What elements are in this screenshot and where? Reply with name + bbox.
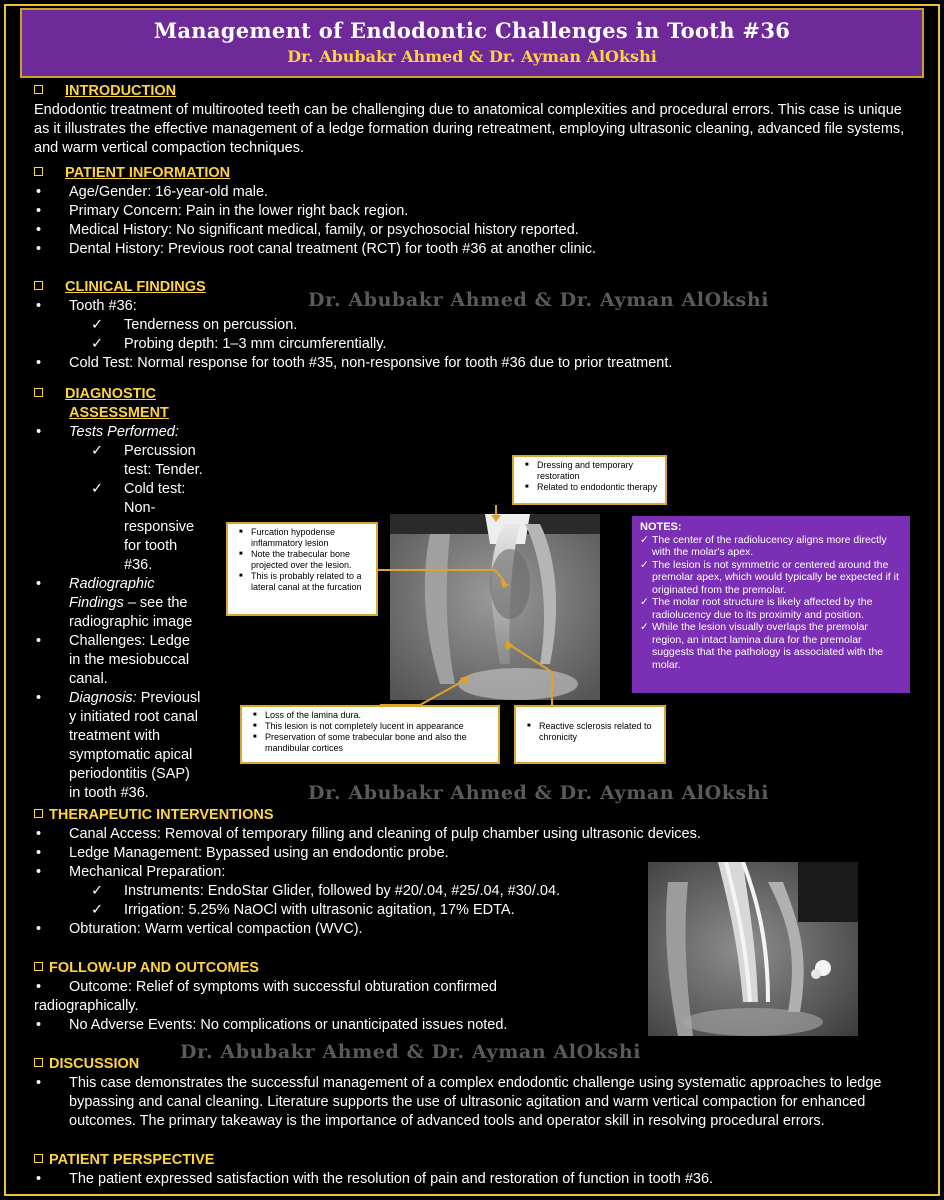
check-line: test: Tender. — [124, 462, 203, 478]
diagnosis-line: treatment with — [69, 728, 161, 744]
list-item: • Tooth #36: — [34, 297, 914, 316]
diagnosis-line: symptomatic apical — [69, 747, 193, 763]
check-item: ✓ Irrigation: 5.25% NaOCl with ultrasonic agitation, 17% EDTA. — [34, 901, 914, 920]
notes-box — [632, 516, 910, 693]
introduction-text: Endodontic treatment of multirooted teeth can be challenging due to anatomical complexities and procedural errors. This case is unique as it illustrates the effective management of a ledge formation during retreatment, employing ultrasonic cleaning, advanced file systems, and warm vertical compaction techniques. — [34, 102, 905, 156]
diagnosis-line: periodontitis (SAP) — [69, 766, 190, 782]
check-line: #36. — [124, 557, 153, 573]
callout-line: ■ Loss of the lamina dura. — [257, 710, 493, 721]
list-item: • Tests Performed: — [34, 423, 234, 442]
callout-line: ■ Furcation hypodense inflammatory lesion — [243, 527, 371, 549]
poster-title: Management of Endodontic Challenges in Tooth #36 — [153, 18, 791, 43]
arrow-head — [506, 640, 514, 650]
check-line: for tooth — [124, 538, 178, 554]
perspective-section — [34, 1151, 914, 1189]
check-item: ✓ Tenderness on percussion. — [34, 316, 914, 335]
list-item: • Medical History: No significant medical, family, or psychosocial history reported. — [34, 221, 914, 240]
callout-line: ■ Preservation of some trabecular bone and also the mandibular cortices — [257, 732, 493, 754]
notes-title: NOTES: — [640, 521, 682, 533]
arrow-line — [378, 570, 505, 582]
diagnosis-line: Previousl — [136, 690, 201, 706]
perspective-title: PATIENT PERSPECTIVE — [49, 1152, 215, 1168]
check-line: Non- — [124, 500, 156, 516]
radio-italic-2: Findings — [69, 595, 124, 611]
checkbox-bullet-icon — [34, 1058, 43, 1067]
diagnostic-title: DIAGNOSTIC — [65, 386, 157, 402]
list-item: • Outcome: Relief of symptoms with successful obturation confirmed — [34, 978, 914, 997]
followup-title: FOLLOW-UP AND OUTCOMES — [49, 960, 259, 976]
arrow-line — [510, 645, 552, 705]
watermark: Dr. Abubakr Ahmed & Dr. Ayman AlOkshi — [308, 782, 770, 804]
list-item: • Ledge Management: Bypassed using an endodontic probe. — [34, 844, 914, 863]
callout-line: ■ Reactive sclerosis related to chronicity — [531, 721, 659, 743]
callout-line: ■ Related to endodontic therapy — [529, 482, 660, 493]
checkbox-bullet-icon — [34, 809, 43, 818]
patient-information-title: PATIENT INFORMATION — [65, 165, 231, 181]
note-item: ✓ The lesion is not symmetric or centered around the premolar apex, which would typically be expected if it originated from the premolar. — [640, 559, 902, 597]
radio-rest: – see the — [123, 595, 188, 611]
list-item: • Obturation: Warm vertical compaction (WVC). — [34, 920, 914, 939]
challenge-line: • Challenges: Ledge — [69, 633, 190, 649]
checkbox-bullet-icon — [34, 1154, 43, 1163]
list-item: • Cold Test: Normal response for tooth #35, non-responsive for tooth #36 due to prior treatment. — [34, 354, 914, 373]
clinical-findings-title: CLINICAL FINDINGS — [65, 279, 206, 295]
list-item: • Dental History: Previous root canal treatment (RCT) for tooth #36 at another clinic. — [34, 240, 914, 259]
followup-section — [34, 959, 914, 1035]
list-item-continuation: radiographically. — [34, 998, 139, 1014]
callout-line: ■ This lesion is not completely lucent in appearance — [257, 721, 493, 732]
therapeutic-title: THERAPEUTIC INTERVENTIONS — [49, 807, 274, 823]
check-line: responsive — [124, 519, 195, 535]
list-item: • This case demonstrates the successful management of a complex endodontic challenge using systematic approaches to ledge bypassing and canal cleaning. Literature supports the use of ultrasonic agitation and warm vertical compaction for enhanced outcomes. The primary takeaway is the importance of advanced tools and operator skill in resolving procedural errors. — [34, 1074, 914, 1131]
challenge-line: in the mesiobuccal — [69, 652, 190, 668]
diagnosis-italic: Diagnosis: — [69, 690, 137, 706]
arrow-head — [491, 515, 501, 522]
list-item: • The patient expressed satisfaction with the resolution of pain and restoration of function in tooth #36. — [34, 1170, 914, 1189]
list-item: • No Adverse Events: No complications or unanticipated issues noted. — [34, 1016, 914, 1035]
arrow-head — [460, 676, 470, 685]
note-item: ✓ The center of the radiolucency aligns more directly with the molar's apex. — [640, 534, 902, 559]
watermark: Dr. Abubakr Ahmed & Dr. Ayman AlOkshi — [180, 1041, 642, 1063]
discussion-title: DISCUSSION — [49, 1056, 140, 1072]
list-item: • Primary Concern: Pain in the lower right back region. — [34, 202, 914, 221]
introduction-title: INTRODUCTION — [65, 83, 177, 99]
list-item: • Age/Gender: 16-year-old male. — [34, 183, 914, 202]
callout-line: ■ Note the trabecular bone projected over the lesion. — [243, 549, 371, 571]
callout-line: ■ This is probably related to a lateral canal at the furcation — [243, 571, 371, 593]
check-line: ✓ Percussion — [124, 443, 196, 459]
diagnostic-title-2: ASSESSMENT — [69, 405, 169, 421]
check-line: ✓ Cold test: — [124, 481, 186, 497]
watermark: Dr. Abubakr Ahmed & Dr. Ayman AlOkshi — [308, 289, 770, 311]
radio-rest-2: radiographic image — [69, 614, 193, 630]
arrow-line — [380, 680, 465, 705]
diagnosis-line: y initiated root canal — [69, 709, 198, 725]
discussion-section — [34, 1055, 914, 1131]
challenge-line: canal. — [69, 671, 108, 687]
diagnosis-line: in tooth #36. — [69, 785, 149, 801]
note-item: ✓ While the lesion visually overlaps the premolar region, an intact lamina dura for the premolar suggests that the pathology is associated with the molar. — [640, 621, 902, 671]
poster-authors: Dr. Abubakr Ahmed & Dr. Ayman AlOkshi — [287, 47, 657, 66]
check-item: ✓ Probing depth: 1–3 mm circumferentially. — [34, 335, 914, 354]
note-item: ✓ The molar root structure is likely affected by the radiolucency due to its proximity and position. — [640, 596, 902, 621]
radio-italic: Radiographic — [69, 576, 155, 592]
check-item: ✓ Instruments: EndoStar Glider, followed by #20/.04, #25/.04, #30/.04. — [34, 882, 914, 901]
list-item: • Mechanical Preparation: — [34, 863, 914, 882]
callout-line: ■ Dressing and temporary restoration — [529, 460, 660, 482]
list-item: • Canal Access: Removal of temporary filling and cleaning of pulp chamber using ultrasonic devices. — [34, 825, 914, 844]
checkbox-bullet-icon — [34, 962, 43, 971]
